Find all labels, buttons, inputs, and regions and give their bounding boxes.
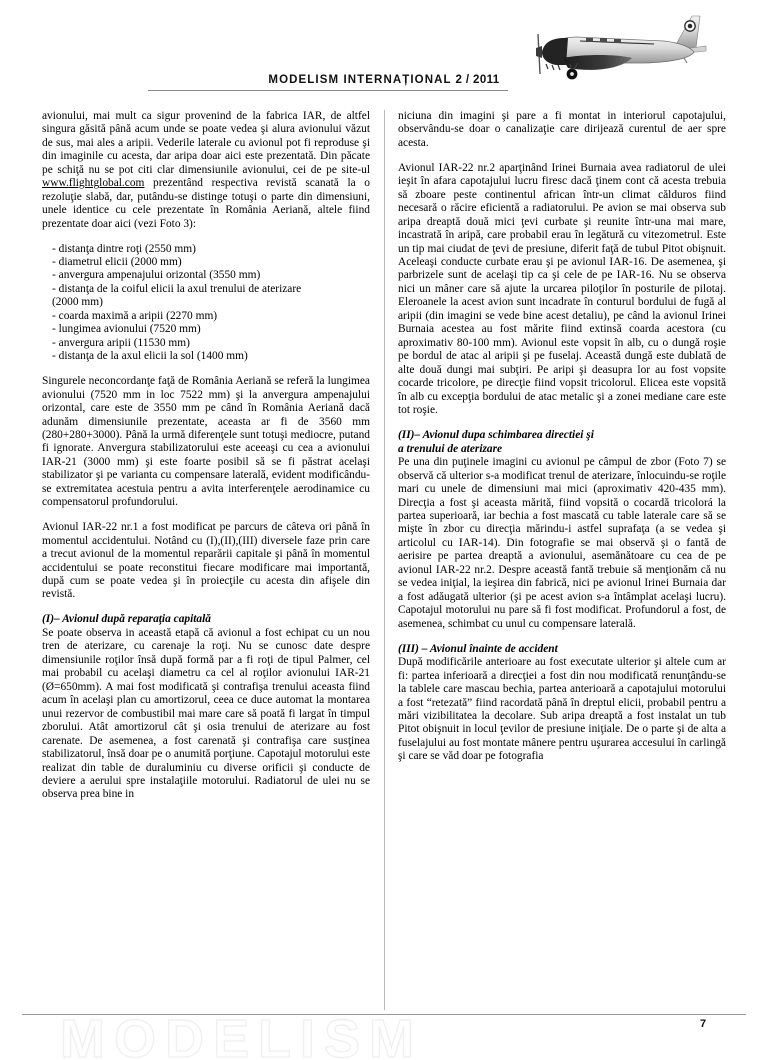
paragraph-left-1: [42, 110, 370, 231]
left-text-column: [42, 110, 370, 813]
footer-divider-rule: [22, 1014, 746, 1015]
paragraph-right-3: Pe una din puţinele imagini cu avionul pe câmpul de zbor (Foto 7) se observă că ulterior s-a modificat trenul de aterizare, înlocuindu-se roţile mari cu unele de dimensiuni mai mici (aproximativ 420-435 mm). Direcţia a fost şi aceasta mărită, fiind vopsită o cocardă tricolorá la partea superioară, iar bechia a fost mascată cu table laterale care să se mişte în zbor cu direcţia mărindu-i astfel suprafaţa (a se vedea şi articolul cu IAR-14). Din fotografie se mai observă şi o fantă de aerisire pe partea dreaptă a avionului, asemănătoare cu cea de pe avionul IAR-22 nr.2. Despre această fantă trebuie să menţionăm că nu se vedea iniţial, la ieşirea din fabrică, nici pe avionul Irinei Burnaia dar a fost adăugată ulterior (şi pe acest avion s-a întâmplat acelaşi lucru). Capotajul motorului nu pare să fi fost modificat. Profundorul a fost, de asemenea, schimbat cu unul cu compensare laterală.: [398, 456, 726, 630]
paragraph-right-1: niciuna din imagini şi pare a fi montat in interiorul capotajului, observându-se doar o canalizaţie care dirijează curentul de aer spre acesta.: [398, 110, 726, 149]
page-watermark: [0, 1014, 768, 1060]
flightglobal-link[interactable]: www.flightglobal.com: [42, 177, 145, 190]
subheading-section-iii: (III) – Avionul înainte de accident: [398, 642, 558, 655]
list-item: - distanţa de la coiful elicii la axul trenului de aterizare: [52, 282, 302, 295]
publication-name: MODELISM INTERNAȚIONAL: [268, 74, 452, 86]
list-item: (2000 mm): [52, 296, 103, 309]
publication-issue: 2 / 2011: [455, 74, 500, 86]
subheading-section-i: (I)– Avionul după reparaţia capitală: [42, 613, 211, 626]
paragraph-right-4: După modificările anterioare au fost executate ulterior şi altele cum ar fi: partea inferioară a direcţiei a fost din nou modificată renunţându-se la tablele care mascau bechia, partea anterioară a capotajului motorului a fost “retezată” fiind racordată până în dreptul elicii, probabil pentru a mări vizibilitatea la decolare. Sub aripa dreaptă a fost instalat un tub Pitot obişnuit in locul ţevilor de presiune iniţiale. De o parte şi de alta a fuselajului au fost montate mânere pentru uşurarea accesului în carlingă şi care se văd doar pe fotografia: [398, 656, 726, 763]
watermark-text: MODELISM: [60, 1014, 423, 1060]
list-item: - coarda maximă a aripii (2270 mm): [52, 309, 218, 322]
paragraph-left-1-part-a: avionului, mai mult ca sigur provenind de la fabrica IAR, de altfel singura găsită până acum unde se poate vedea şi alura avionului văzut de sus, mai ales a aripii. Vederile laterale cu avionul pot fi reproduse şi din imaginile cu acesta, dar aripa doar aici este prezentată. Din păcate pe schiţă nu se pot citi clar dimensiunile avionului, cei de pe site-ul: [42, 110, 370, 176]
aircraft-illustration: [524, 8, 754, 82]
list-item: - anvergura aripii (11530 mm): [52, 336, 190, 349]
subheading-section-ii-line-1: (II)– Avionul dupa schimbarea directiei şi: [398, 428, 594, 441]
column-divider-rule: [384, 110, 385, 1010]
paragraph-left-4: Se poate observa in această etapă că avionul a fost echipat cu un nou tren de aterizare, cu carenaje la roţi. Nu se cunosc date despre dimensiunile roţilor însă după formă par a fi roţi de tipul Palmer, cel mai probabil cu acelaşi diametru ca cel al roţilor avionului IAR-21 (Ø=650mm). A mai fost modificată şi contrafişa trenului aceasta fiind acum în acelaşi plan cu amortizorul, ceea ce duce automat la montarea unui rezervor de combustibil mai mare care să poată fi largat în timpul zborului. Atât amortizorul cât şi osia trenului de aterizare au fost carenate. De asemenea, a fost carenată şi contrafişa care susţinea stabilizatorul, însă doar pe o anumită porţiune. Capotajul motorului este realizat din table de duraluminiu cu diverse orificii şi conducte de deviere a aerului spre instalaţiile motorului. Radiatorul de ulei nu se observa prea bine in: [42, 627, 370, 801]
paragraph-left-2: Singurele neconcordanţe faţă de România Aeriană se referă la lungimea avionului (7520 mm in loc 7522 mm) şi la anvergura ampenajului orizontal, care este de 3550 mm pe când în România Aeriană dacă adunăm dimensiunile prezentate, aceasta ar fi de 3560 mm (280+280+3000). Până la urmă diferenţele sunt totuşi mediocre, putand fi ignorate. Anvergura stabilizatorului este aceeaşi cu cea a avionului IAR-21 (3000 mm) şi este foarte posibil să se fi păstrat acelaşi stabilizator şi pe varianta cu compensare laterală, evident modificându-se extremitatea acestuia pentru a avita interferenţele aerodinamice cu compensatorul profundorului.: [42, 375, 370, 509]
list-item: - distanţa de la axul elicii la sol (1400 mm): [52, 350, 248, 363]
paragraph-left-3: Avionul IAR-22 nr.1 a fost modificat pe parcurs de câteva ori până în momentul accidentului. Notând cu (I),(II),(III) diversele faze prin care a trecut avionul de la momentul reparării capitale şi până în momentul accidentului se poate reconstitui fiecare modificare mai importantă, după cum se poate vedea şi în proiecţile cu acesta din afişele din revistă.: [42, 521, 370, 601]
dimensions-list: [42, 243, 370, 364]
page-number: 7: [700, 1018, 707, 1030]
article-body: [42, 110, 726, 1010]
page-header-title: [0, 74, 768, 86]
header-divider-rule: [148, 90, 508, 91]
subheading-section-ii-line-2: a trenului de aterizare: [398, 442, 503, 455]
list-item: - anvergura ampenajului orizontal (3550 mm): [52, 269, 261, 282]
right-text-column: [398, 110, 726, 764]
page-masthead: [0, 0, 768, 100]
paragraph-left-1-part-b: prezentând respectiva revistă scanată la o rezoluţie slabă, dar, putându-se distinge totuşi o parte din dimensiuni, unele identice cu cele prezentate în România Aeriană, altele fiind prezentate doar aici (vezi Foto 3):: [42, 177, 370, 230]
list-item: - diametrul elicii (2000 mm): [52, 256, 182, 269]
list-item: - lungimea avionului (7520 mm): [52, 323, 201, 336]
paragraph-right-2: Avionul IAR-22 nr.2 aparţinând Irinei Burnaia avea radiatorul de ulei ieşit în afara capotajului lucru firesc dacă ţinem cont că acesta trebuia să zboare peste continentul african într-un climat călduros fiind necesară o răcire eficientă a radiatorului. Pe avion se mai observa sub aripa dreaptă două mici ţevi curbate şi reunite într-una mai mare, incastrată în aripă, care probabil erau în legătură cu vitezometrul. Este un tip mai ciudat de ţevi de presiune, diferit faţă de tubul Pitot obişnuit. Aceleaşi conducte curbate erau şi pe avionul IAR-16. De asemenea, şi parbrizele sunt de acelaşi tip ca şi cele de pe IAR-16. Nu se observa nici un mâner care să ajute la urcarea piloţilor în posturile de pilotaj. Eleroanele la acest avion sunt incadrate în conturul bordului de fugă al aripii (din imagini se vede bine acest detaliu), pe când la avionul Irinei Burnaia acestea au fost mărite fiind extinsă coarda acestora (cu aproximativ 80-100 mm). Avionul este vopsit în alb, cu o dungă roşie pe bordul de atac al aripii şi pe fuselaj. Această dungă este dublată de alte două dungi mai subţiri. Pe aripi şi deasupra lor au fost vopsite cocarde tricolore, pe direcţie fiind vopsit tricolorul. Elicea este vopsită în alb cu excepţia bordului de atac metalic şi a zonei mediane care este tot roşie.: [398, 161, 726, 417]
list-item: - distanţa dintre roţi (2550 mm): [52, 242, 196, 255]
